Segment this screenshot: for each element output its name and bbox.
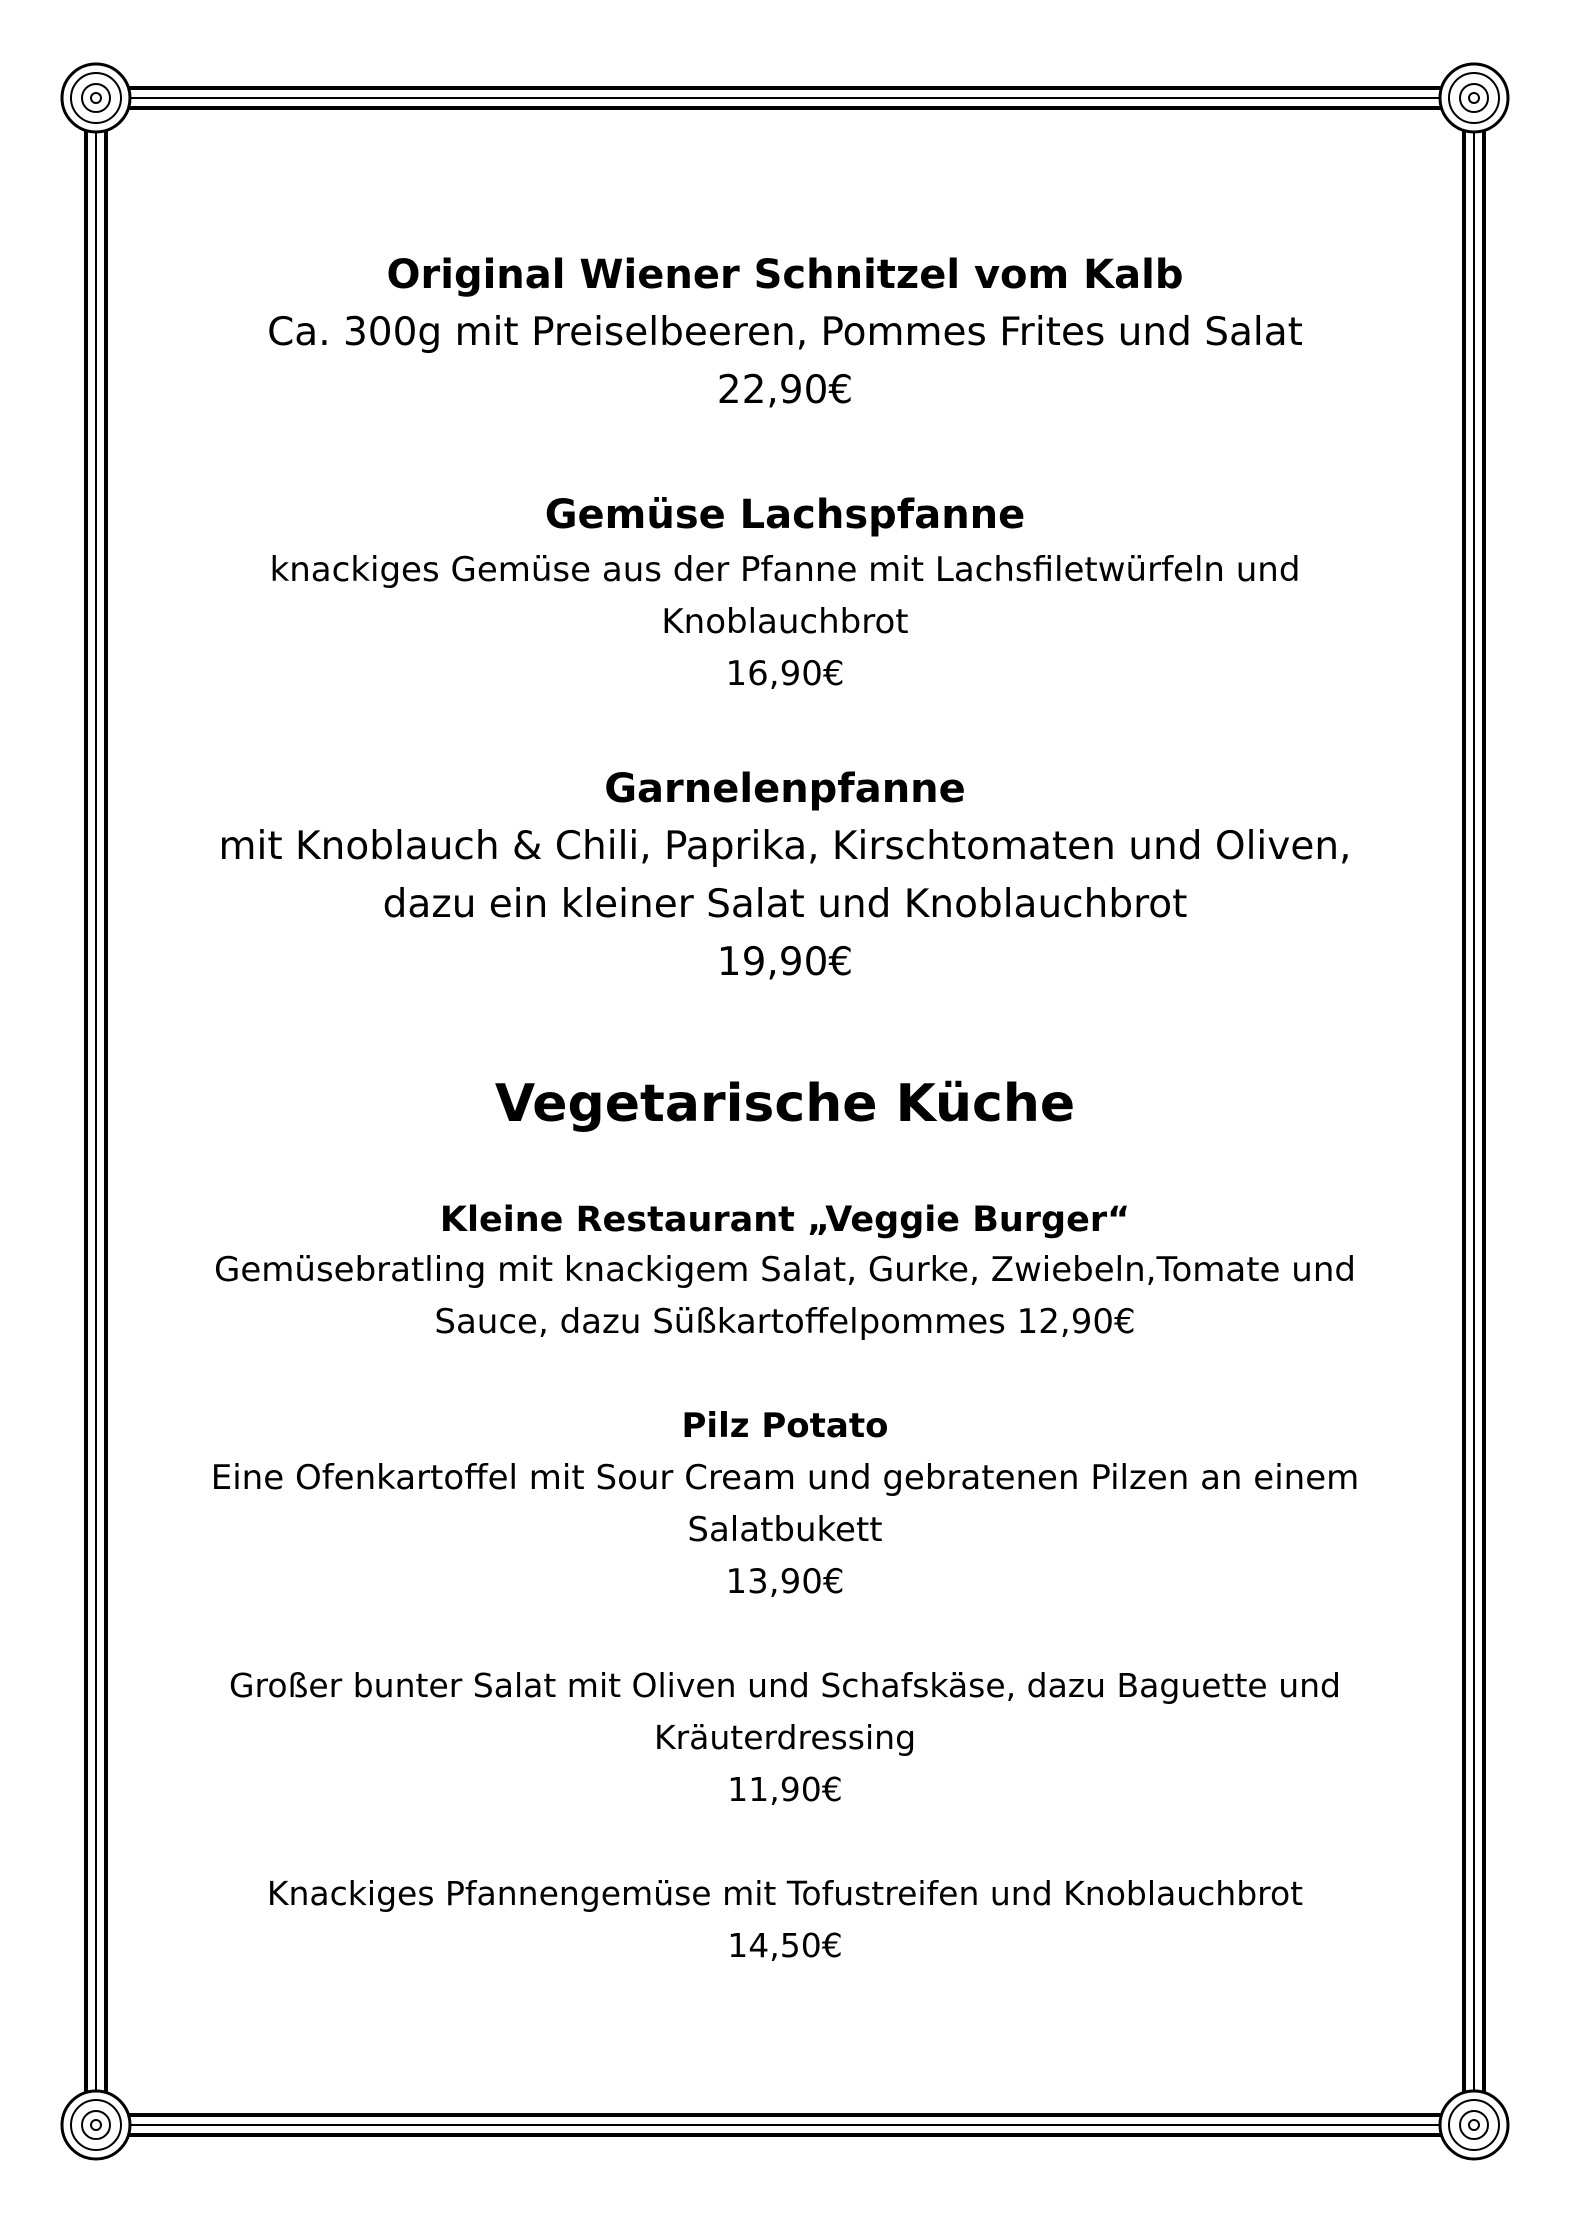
dish-description: knackiges Gemüse aus der Pfanne mit Lachsfiletwürfeln und [269, 550, 1301, 590]
corner-ornament-top-left [62, 64, 130, 132]
dish-price: 11,90€ [727, 1770, 843, 1809]
corner-ornament-top-right [1440, 64, 1508, 132]
dish-title: Original Wiener Schnitzel vom Kalb [386, 252, 1184, 298]
dish-description: Gemüsebratling mit knackigem Salat, Gurke, Zwiebeln,Tomate und [214, 1250, 1356, 1290]
dish-title: Pilz Potato [681, 1406, 889, 1446]
dish-title: Gemüse Lachspfanne [544, 492, 1026, 538]
dish-price: 13,90€ [725, 1562, 845, 1602]
corner-ornament-bottom-right [1440, 2091, 1508, 2159]
dish-description: Knackiges Pfannengemüse mit Tofustreifen und Knoblauchbrot [266, 1874, 1304, 1913]
dish-price: 19,90€ [716, 940, 854, 985]
dish-price: 14,50€ [727, 1926, 843, 1965]
dish-description: Großer bunter Salat mit Oliven und Schafskäse, dazu Baguette und [228, 1666, 1341, 1705]
section-heading: Vegetarische Küche [494, 1074, 1076, 1134]
dish-price: 22,90€ [716, 368, 854, 413]
dish-description: Ca. 300g mit Preiselbeeren, Pommes Frites und Salat [267, 310, 1303, 355]
dish-description: Salatbukett [687, 1510, 883, 1550]
dish-description: dazu ein kleiner Salat und Knoblauchbrot [382, 882, 1188, 927]
dish-description: Sauce, dazu Süßkartoffelpommes 12,90€ [434, 1302, 1136, 1342]
dish-description: Knoblauchbrot [661, 602, 909, 642]
menu-page [150, 0, 1420, 2222]
dish-description: Kräuterdressing [653, 1718, 917, 1757]
corner-ornament-bottom-left [62, 2091, 130, 2159]
dish-title: Garnelenpfanne [604, 766, 966, 812]
dish-title: Kleine Restaurant „Veggie Burger“ [439, 1200, 1131, 1240]
dish-description: mit Knoblauch & Chili, Paprika, Kirschtomaten und Oliven, [218, 824, 1352, 869]
dish-description: Eine Ofenkartoffel mit Sour Cream und gebratenen Pilzen an einem [210, 1458, 1360, 1498]
dish-price: 16,90€ [725, 654, 845, 694]
